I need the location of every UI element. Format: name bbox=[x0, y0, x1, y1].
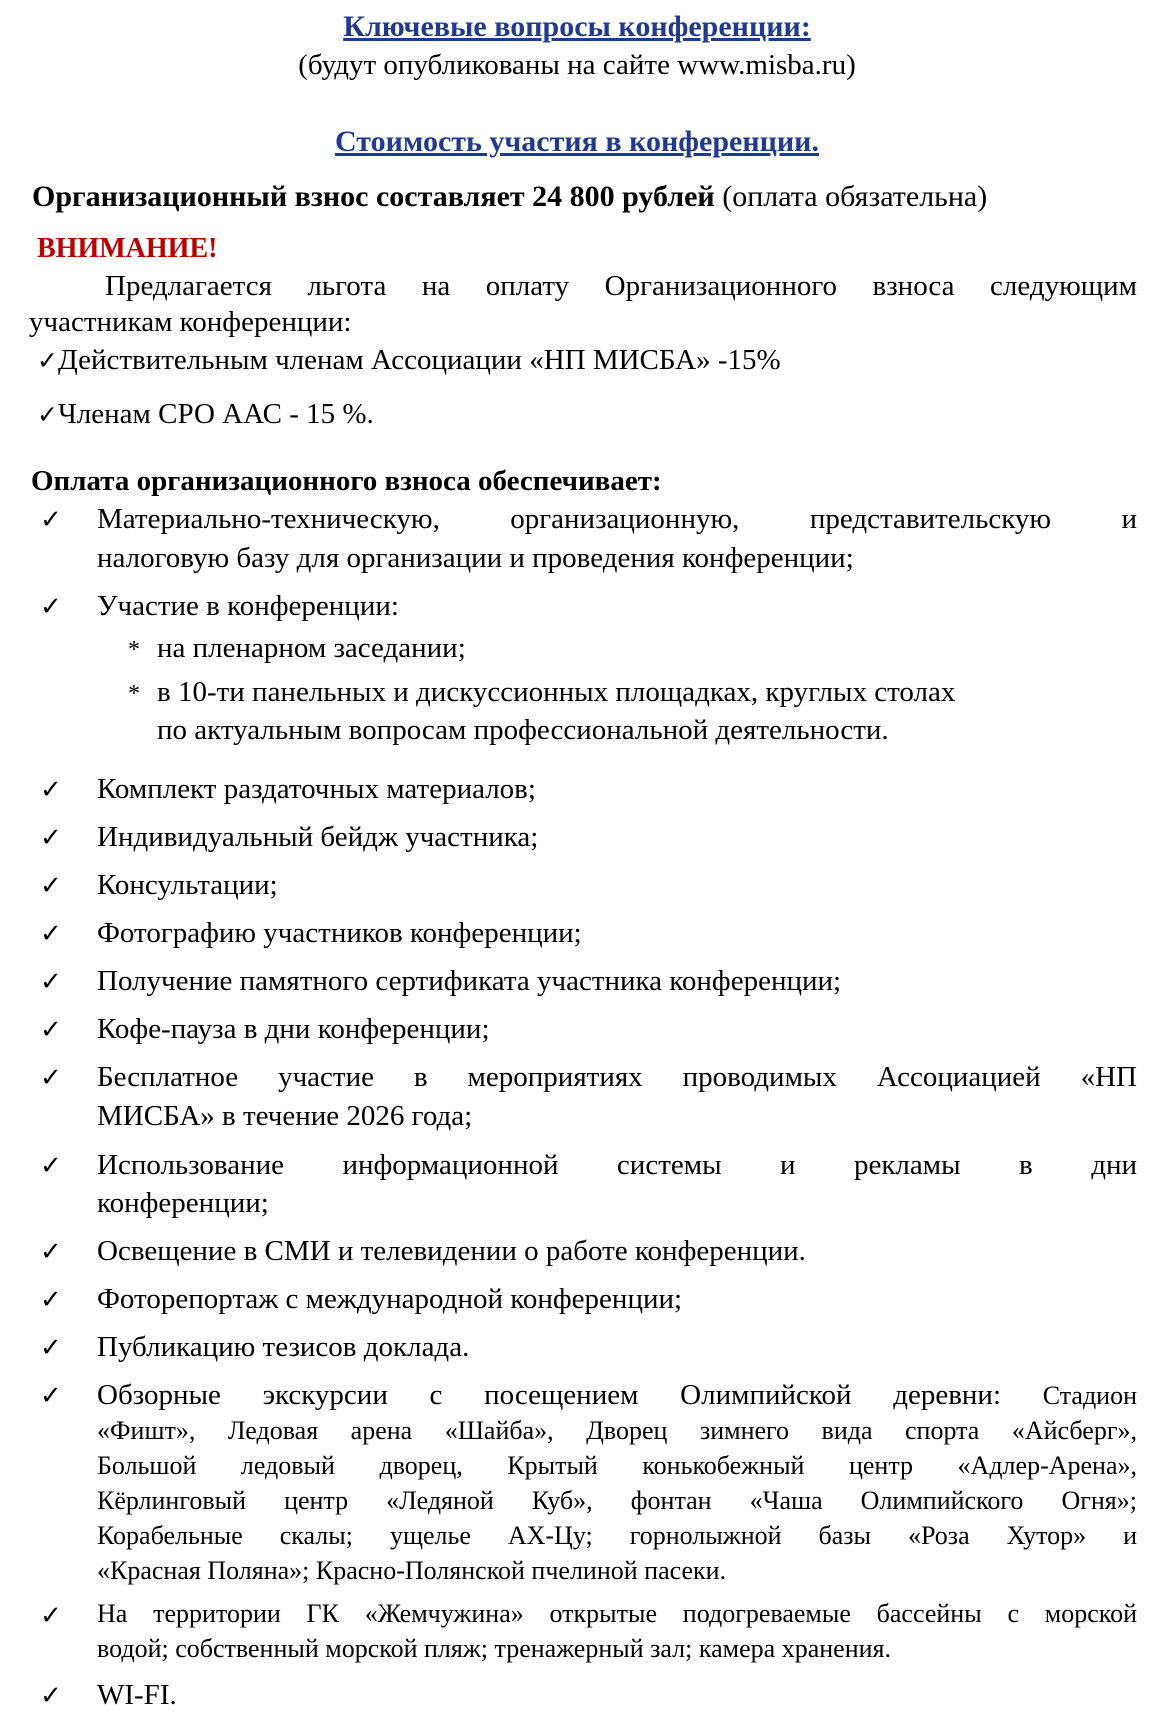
attention-label: ВНИМАНИЕ! bbox=[37, 233, 218, 264]
fee-note: (оплата обязательна) bbox=[714, 180, 988, 213]
discount-item bbox=[37, 400, 374, 429]
check-icon: ✓ bbox=[40, 775, 62, 804]
check-icon: ✓ bbox=[40, 1601, 62, 1630]
discount-intro-line2: участникам конференции: bbox=[29, 306, 352, 338]
asterisk-icon: * bbox=[128, 681, 140, 707]
benefit-sub-text: на пленарном заседании; bbox=[157, 632, 466, 664]
benefit-text: Фоторепортаж с международной конференции; bbox=[97, 1283, 683, 1315]
check-icon: ✓ bbox=[40, 505, 62, 534]
benefit-text: На территории ГК «Жемчужина» открытые подогреваемые бассейны с морской bbox=[97, 1599, 1137, 1628]
benefit-text: WI-FI. bbox=[97, 1679, 177, 1711]
benefit-text: конференции; bbox=[97, 1187, 269, 1219]
benefit-sub-text: в 10-ти панельных и дискуссионных площадках, круглых столах bbox=[157, 676, 956, 708]
benefit-text: Публикацию тезисов доклада. bbox=[97, 1331, 470, 1363]
key-questions-title: Ключевые вопросы конференции: bbox=[343, 10, 811, 43]
discount-text: Действительным членам Ассоциации «НП МИСБА» -15% bbox=[57, 344, 781, 376]
benefit-sub-text: по актуальным вопросам профессиональной деятельности. bbox=[157, 714, 889, 746]
benefit-text: Кофе-пауза в дни конференции; bbox=[97, 1013, 490, 1045]
benefit-text: Бесплатное участие в мероприятиях проводимых Ассоциацией «НП bbox=[97, 1061, 1137, 1093]
check-icon: ✓ bbox=[40, 1063, 62, 1092]
benefit-text-detail: Стадион bbox=[1042, 1381, 1137, 1410]
benefits-heading: Оплата организационного взноса обеспечивает: bbox=[31, 465, 662, 497]
check-icon: ✓ bbox=[40, 1015, 62, 1044]
check-icon: ✓ bbox=[40, 1237, 62, 1266]
benefit-text: водой; собственный морской пляж; тренажерный зал; камера хранения. bbox=[97, 1634, 891, 1663]
benefit-text: Участие в конференции: bbox=[97, 590, 399, 622]
benefit-text: Консультации; bbox=[97, 869, 278, 901]
discount-item bbox=[37, 346, 781, 375]
benefit-text: Индивидуальный бейдж участника; bbox=[97, 821, 539, 853]
benefit-text: «Красная Поляна»; Красно-Полянской пчелиной пасеки. bbox=[97, 1556, 727, 1585]
check-icon: ✓ bbox=[40, 871, 62, 900]
benefit-text: «Фишт», Ледовая арена «Шайба», Дворец зимнего вида спорта «Айсберг», bbox=[97, 1416, 1137, 1445]
check-icon: ✓ bbox=[40, 1681, 62, 1710]
benefit-text: МИСБА» в течение 2026 года; bbox=[97, 1100, 473, 1132]
check-icon: ✓ bbox=[40, 919, 62, 948]
fee-line bbox=[32, 182, 987, 212]
discount-text: Членам СРО ААС - 15 %. bbox=[57, 398, 374, 430]
check-icon: ✓ bbox=[37, 402, 58, 429]
check-icon: ✓ bbox=[40, 967, 62, 996]
key-questions-subtitle: (будут опубликованы на сайте www.misba.ru) bbox=[298, 49, 856, 81]
check-icon: ✓ bbox=[40, 1381, 62, 1410]
benefit-text: Корабельные скалы; ущелье АХ-Цу; горнолыжной базы «Роза Хутор» и bbox=[97, 1521, 1137, 1550]
cost-title: Стоимость участия в конференции. bbox=[335, 125, 819, 158]
benefit-text: Кёрлинговый центр «Ледяной Куб», фонтан «Чаша Олимпийского Огня»; bbox=[97, 1486, 1137, 1515]
check-icon: ✓ bbox=[40, 1285, 62, 1314]
benefit-text: Большой ледовый дворец, Крытый конькобежный центр «Адлер-Арена», bbox=[97, 1451, 1137, 1480]
check-icon: ✓ bbox=[40, 823, 62, 852]
check-icon: ✓ bbox=[40, 1333, 62, 1362]
benefit-text: налоговую базу для организации и проведения конференции; bbox=[97, 542, 854, 574]
check-icon: ✓ bbox=[40, 592, 62, 621]
benefit-text: Освещение в СМИ и телевидении о работе конференции. bbox=[97, 1235, 806, 1267]
benefit-text bbox=[97, 1381, 1137, 1410]
benefit-text: Фотографию участников конференции; bbox=[97, 917, 582, 949]
benefit-text-main: Обзорные экскурсии с посещением Олимпийской деревни: bbox=[97, 1379, 1043, 1411]
asterisk-icon: * bbox=[128, 637, 140, 663]
check-icon: ✓ bbox=[40, 1151, 62, 1180]
benefit-text: Материально-техническую, организационную, представительскую и bbox=[97, 503, 1137, 535]
benefit-text: Получение памятного сертификата участника конференции; bbox=[97, 965, 842, 997]
discount-intro-line1: Предлагается льгота на оплату Организационного взноса следующим bbox=[105, 270, 1137, 302]
benefit-text: Использование информационной системы и рекламы в дни bbox=[97, 1149, 1137, 1181]
check-icon: ✓ bbox=[37, 348, 58, 375]
fee-amount: Организационный взнос составляет 24 800 рублей bbox=[32, 180, 715, 213]
benefit-text: Комплект раздаточных материалов; bbox=[97, 773, 536, 805]
